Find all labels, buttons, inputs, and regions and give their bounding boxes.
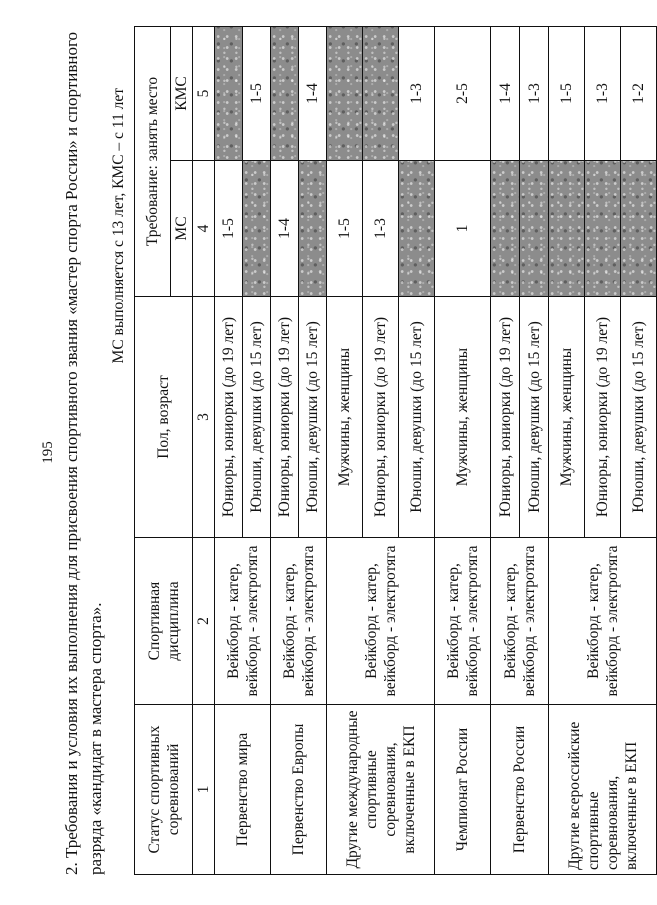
group-cell: Юниоры, юниорки (до 19 лет) — [491, 297, 520, 538]
ms-cell — [399, 161, 435, 297]
group-cell: Юноши, девушки (до 15 лет) — [243, 297, 271, 538]
group-cell: Юноши, девушки (до 15 лет) — [299, 297, 327, 538]
group-cell: Юноши, девушки (до 15 лет) — [621, 297, 657, 538]
age-requirement-note: МС выполняется с 13 лет, КМС – с 11 лет — [110, 88, 127, 364]
table-row — [491, 27, 520, 875]
group-cell: Юноши, девушки (до 15 лет) — [399, 297, 435, 538]
status-cell: Другие международные спортивные соревнования, включенные в ЕКП — [327, 705, 435, 875]
ms-cell: 1-5 — [327, 161, 363, 297]
table-row — [271, 27, 299, 875]
header-status: Статус спортивных соревнований — [135, 705, 193, 875]
index-cell: 3 — [193, 297, 215, 538]
group-cell: Юниоры, юниорки (до 19 лет) — [363, 297, 399, 538]
ms-cell — [243, 161, 271, 297]
ms-cell: 1-5 — [215, 161, 243, 297]
ms-cell — [585, 161, 621, 297]
kms-cell: 2-5 — [435, 27, 491, 161]
table-row — [215, 27, 243, 875]
ms-cell — [549, 161, 585, 297]
status-cell: Первенство Европы — [271, 705, 327, 875]
kms-cell: 1-2 — [621, 27, 657, 161]
index-cell: 1 — [193, 705, 215, 875]
index-cell: 4 — [193, 161, 215, 297]
header-kms: КМС — [171, 27, 193, 161]
kms-cell: 1-4 — [299, 27, 327, 161]
header-gender-age: Пол, возраст — [135, 297, 193, 538]
index-cell: 2 — [193, 538, 215, 705]
ms-cell: 1-4 — [271, 161, 299, 297]
kms-cell: 1-3 — [585, 27, 621, 161]
header-discipline: Спортивная дисциплина — [135, 538, 193, 705]
discipline-cell: Вейкборд - катер, вейкборд - электротяга — [491, 538, 549, 705]
header-requirement: Требование: занять место — [135, 27, 171, 297]
kms-cell: 1-3 — [520, 27, 549, 161]
ms-cell — [491, 161, 520, 297]
discipline-cell: Вейкборд - катер, вейкборд - электротяга — [215, 538, 271, 705]
discipline-cell: Вейкборд - катер, вейкборд - электротяга — [549, 538, 657, 705]
kms-cell — [327, 27, 363, 161]
index-row — [193, 27, 215, 875]
status-cell: Другие всероссийские спортивные соревнования, включенные в ЕКП — [549, 705, 657, 875]
ms-cell — [299, 161, 327, 297]
group-cell: Мужчины, женщины — [327, 297, 363, 538]
kms-cell: 1-3 — [399, 27, 435, 161]
header-ms: МС — [171, 161, 193, 297]
discipline-cell: Вейкборд - катер, вейкборд - электротяга — [271, 538, 327, 705]
discipline-cell: Вейкборд - катер, вейкборд - электротяга — [435, 538, 491, 705]
table-row — [435, 27, 491, 875]
ms-cell: 1-3 — [363, 161, 399, 297]
ms-cell — [520, 161, 549, 297]
index-cell: 5 — [193, 27, 215, 161]
kms-cell: 1-5 — [549, 27, 585, 161]
table-row — [327, 27, 363, 875]
kms-cell — [271, 27, 299, 161]
status-cell: Первенство России — [491, 705, 549, 875]
status-cell: Первенство мира — [215, 705, 271, 875]
kms-cell — [363, 27, 399, 161]
group-cell: Юниоры, юниорки (до 19 лет) — [585, 297, 621, 538]
group-cell: Юноши, девушки (до 15 лет) — [520, 297, 549, 538]
kms-cell: 1-4 — [491, 27, 520, 161]
ms-cell — [621, 161, 657, 297]
kms-cell — [215, 27, 243, 161]
group-cell: Мужчины, женщины — [435, 297, 491, 538]
requirements-table — [134, 26, 657, 875]
kms-cell: 1-5 — [243, 27, 271, 161]
group-cell: Юниоры, юниорки (до 19 лет) — [271, 297, 299, 538]
group-cell: Юниоры, юниорки (до 19 лет) — [215, 297, 243, 538]
section-heading: 2. Требования и условия их выполнения для присвоения спортивного звания «мастер спорта России» и спортивного разряда «кандидат в мастера спорта». — [62, 31, 105, 875]
page-number: 195 — [40, 441, 56, 464]
table-row — [549, 27, 585, 875]
ms-cell: 1 — [435, 161, 491, 297]
status-cell: Чемпионат России — [435, 705, 491, 875]
discipline-cell: Вейкборд - катер, вейкборд - электротяга — [327, 538, 435, 705]
group-cell: Мужчины, женщины — [549, 297, 585, 538]
